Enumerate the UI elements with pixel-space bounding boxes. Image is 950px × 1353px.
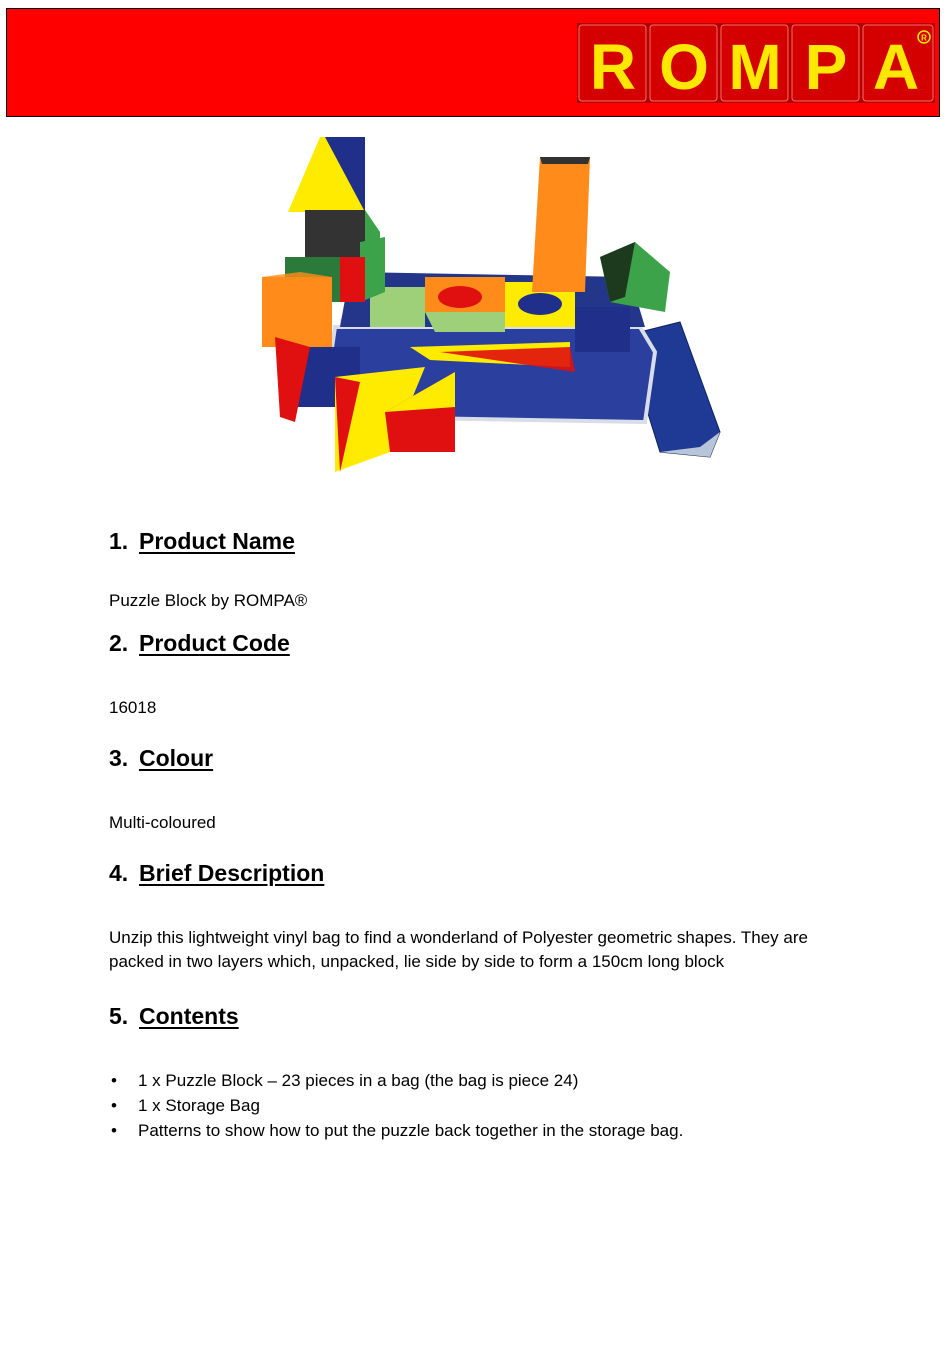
section-heading — [109, 855, 839, 891]
logo-letter: R — [589, 31, 637, 103]
brand-header — [6, 8, 940, 117]
section-number: 2. — [109, 630, 129, 656]
logo-letter: M — [728, 31, 782, 103]
section-heading — [109, 740, 839, 776]
logo-letter: P — [804, 31, 848, 103]
list-item — [109, 1118, 839, 1143]
logo-letter: O — [659, 31, 709, 103]
product-name-value: Puzzle Block by ROMPA® — [109, 591, 308, 610]
section-contents — [109, 998, 839, 1143]
section-title: Colour — [139, 745, 214, 771]
bullet-icon: • — [111, 1096, 117, 1115]
section-number: 3. — [109, 745, 129, 771]
section-title: Brief Description — [139, 860, 325, 886]
section-number: 4. — [109, 860, 129, 886]
list-item — [109, 1093, 839, 1118]
section-heading — [109, 625, 839, 661]
section-product-code — [109, 625, 839, 720]
section-number: 5. — [109, 1003, 129, 1029]
list-item-text: Patterns to show how to put the puzzle back together in the storage bag. — [138, 1121, 684, 1140]
description-text: Unzip this lightweight vinyl bag to find a wonderland of Polyester geometric shapes. They are packed in two layers which, unpacked, lie side by side to form a 150cm long block — [109, 928, 808, 971]
section-colour — [109, 740, 839, 835]
section-heading — [109, 523, 839, 559]
section-title: Product Name — [139, 528, 295, 554]
section-title: Contents — [139, 1003, 239, 1029]
list-item-text: 1 x Storage Bag — [138, 1096, 260, 1115]
logo-letter: A — [872, 31, 920, 103]
contents-list — [109, 1068, 839, 1143]
section-number: 1. — [109, 528, 129, 554]
product-details — [109, 523, 839, 1143]
product-code-value: 16018 — [109, 698, 157, 717]
bullet-icon: • — [111, 1071, 117, 1090]
bullet-icon: • — [111, 1121, 117, 1140]
list-item — [109, 1068, 839, 1093]
puzzle-block-set-illustration — [240, 132, 730, 477]
colour-value: Multi-coloured — [109, 813, 216, 832]
section-heading — [109, 998, 839, 1034]
section-brief-description — [109, 855, 839, 974]
section-title: Product Code — [139, 630, 290, 656]
svg-text:R: R — [921, 33, 927, 43]
list-item-text: 1 x Puzzle Block – 23 pieces in a bag (the bag is piece 24) — [138, 1071, 579, 1090]
rompa-logo — [577, 23, 935, 103]
section-product-name — [109, 523, 839, 613]
